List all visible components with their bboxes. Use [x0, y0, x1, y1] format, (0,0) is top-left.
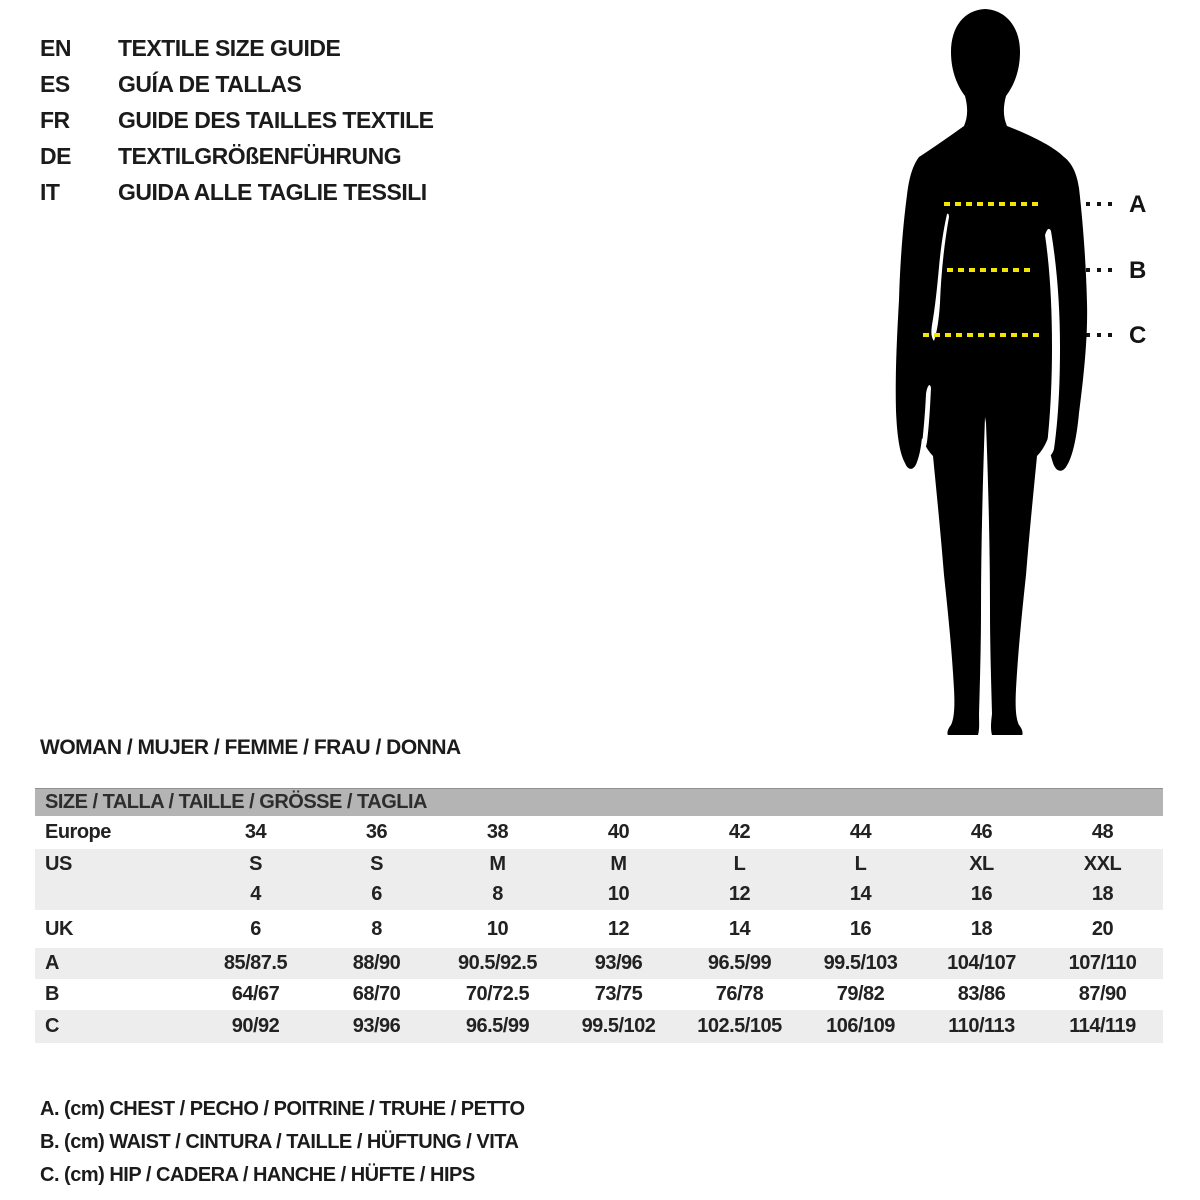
table-cell: S	[370, 852, 383, 875]
lang-code-it: IT	[40, 178, 60, 205]
table-row-waist-b	[35, 979, 1163, 1010]
table-cell: 42	[728, 821, 751, 843]
size-table-header: SIZE / TALLA / TAILLE / GRÖSSE / TAGLIA	[35, 788, 1163, 816]
table-cell: 8	[371, 917, 382, 940]
table-row-chest-a	[35, 948, 1163, 979]
chest-measure-line	[944, 202, 1041, 206]
table-cell: 90/92	[231, 1015, 280, 1037]
language-title-block	[40, 30, 434, 210]
table-row-europe	[35, 816, 1163, 849]
table-cell: 46	[970, 821, 993, 843]
table-cell: 88/90	[352, 952, 401, 974]
lang-title-es: GUÍA DE TALLAS	[118, 70, 302, 97]
table-cell: 107/110	[1068, 952, 1137, 974]
table-cell: 4	[250, 883, 261, 905]
table-cell: 114/119	[1069, 1015, 1136, 1037]
waist-measure-line	[947, 268, 1033, 272]
table-cell: 38	[486, 821, 509, 843]
table-cell: XXL	[1083, 852, 1122, 875]
table-cell: 18	[970, 917, 993, 940]
legend-hip: C. (cm) HIP / CADERA / HANCHE / HÜFTE / HIPS	[40, 1164, 475, 1186]
table-cell: 16	[849, 917, 872, 940]
table-cell: 87/90	[1078, 983, 1127, 1005]
table-cell: XL	[969, 852, 994, 875]
table-cell: 76/78	[715, 983, 764, 1005]
table-cell: 93/96	[352, 1015, 401, 1037]
lang-row-de	[40, 138, 434, 174]
lang-code-en: EN	[40, 34, 71, 61]
row-label: Europe	[45, 821, 111, 843]
lang-row-en	[40, 30, 434, 66]
lang-row-es	[40, 66, 434, 102]
legend-waist: B. (cm) WAIST / CINTURA / TAILLE / HÜFTUNG / VITA	[40, 1131, 519, 1153]
table-cell: 85/87.5	[223, 952, 288, 974]
table-cell: 12	[607, 917, 630, 940]
table-cell: 6	[371, 883, 382, 905]
measure-label-a: A	[1129, 191, 1147, 218]
row-label: C	[45, 1015, 59, 1037]
table-cell: 18	[1091, 883, 1114, 905]
table-cell: 12	[728, 883, 751, 905]
size-table	[35, 788, 1163, 1043]
table-cell: 99.5/103	[823, 952, 898, 974]
measure-label-b: B	[1129, 257, 1147, 284]
hip-measure-line	[923, 333, 1043, 337]
lang-row-fr	[40, 102, 434, 138]
table-cell: 79/82	[836, 983, 885, 1005]
row-label: US	[45, 852, 72, 875]
table-cell: 14	[728, 917, 751, 940]
table-cell: 8	[492, 883, 503, 905]
lang-code-es: ES	[40, 70, 70, 97]
table-cell: S	[249, 852, 262, 875]
table-cell: 110/113	[948, 1015, 1015, 1037]
table-cell: 14	[849, 883, 872, 905]
table-cell: 96.5/99	[707, 952, 772, 974]
table-cell: 36	[365, 821, 388, 843]
table-cell: 73/75	[594, 983, 643, 1005]
table-row-hip-c	[35, 1010, 1163, 1043]
lang-code-de: DE	[40, 142, 71, 169]
row-label: B	[45, 983, 59, 1005]
table-cell: M	[610, 852, 627, 875]
lang-title-de: TEXTILGRÖßENFÜHRUNG	[118, 142, 402, 169]
table-cell: 16	[970, 883, 993, 905]
table-cell: 99.5/102	[581, 1015, 656, 1037]
table-cell: 6	[250, 917, 261, 940]
table-cell: 102.5/105	[697, 1015, 782, 1037]
table-cell: M	[489, 852, 506, 875]
lang-title-it: GUIDA ALLE TAGLIE TESSILI	[118, 178, 427, 205]
lang-title-fr: GUIDE DES TAILLES TEXTILE	[118, 106, 434, 133]
measurement-legend	[40, 1093, 525, 1192]
table-cell: 48	[1091, 821, 1114, 843]
table-cell: 34	[244, 821, 267, 843]
table-cell: 83/86	[957, 983, 1006, 1005]
lang-code-fr: FR	[40, 106, 70, 133]
woman-silhouette-figure	[890, 5, 1110, 735]
section-title-woman: WOMAN / MUJER / FEMME / FRAU / DONNA	[40, 736, 461, 759]
table-cell: 96.5/99	[465, 1015, 530, 1037]
table-cell: 70/72.5	[465, 983, 530, 1005]
legend-chest: A. (cm) CHEST / PECHO / POITRINE / TRUHE / PETTO	[40, 1098, 525, 1120]
table-cell: 10	[486, 917, 509, 940]
lang-row-it	[40, 174, 434, 210]
measure-label-c: C	[1129, 322, 1147, 349]
table-cell: L	[733, 852, 746, 875]
row-label: UK	[45, 917, 73, 940]
table-cell: 44	[849, 821, 872, 843]
table-cell: 104/107	[947, 952, 1016, 974]
table-cell: L	[854, 852, 867, 875]
table-row-uk	[35, 910, 1163, 948]
table-cell: 90.5/92.5	[458, 952, 537, 974]
table-cell: 10	[607, 883, 630, 905]
table-cell: 68/70	[352, 983, 401, 1005]
table-cell: 20	[1091, 917, 1114, 940]
table-row-us-numeric	[35, 879, 1163, 910]
table-row-us	[35, 849, 1163, 879]
lang-title-en: TEXTILE SIZE GUIDE	[118, 34, 341, 61]
table-cell: 40	[607, 821, 630, 843]
table-cell: 106/109	[826, 1015, 895, 1037]
table-cell: 64/67	[231, 983, 280, 1005]
row-label: A	[45, 952, 59, 974]
table-cell: 93/96	[594, 952, 643, 974]
